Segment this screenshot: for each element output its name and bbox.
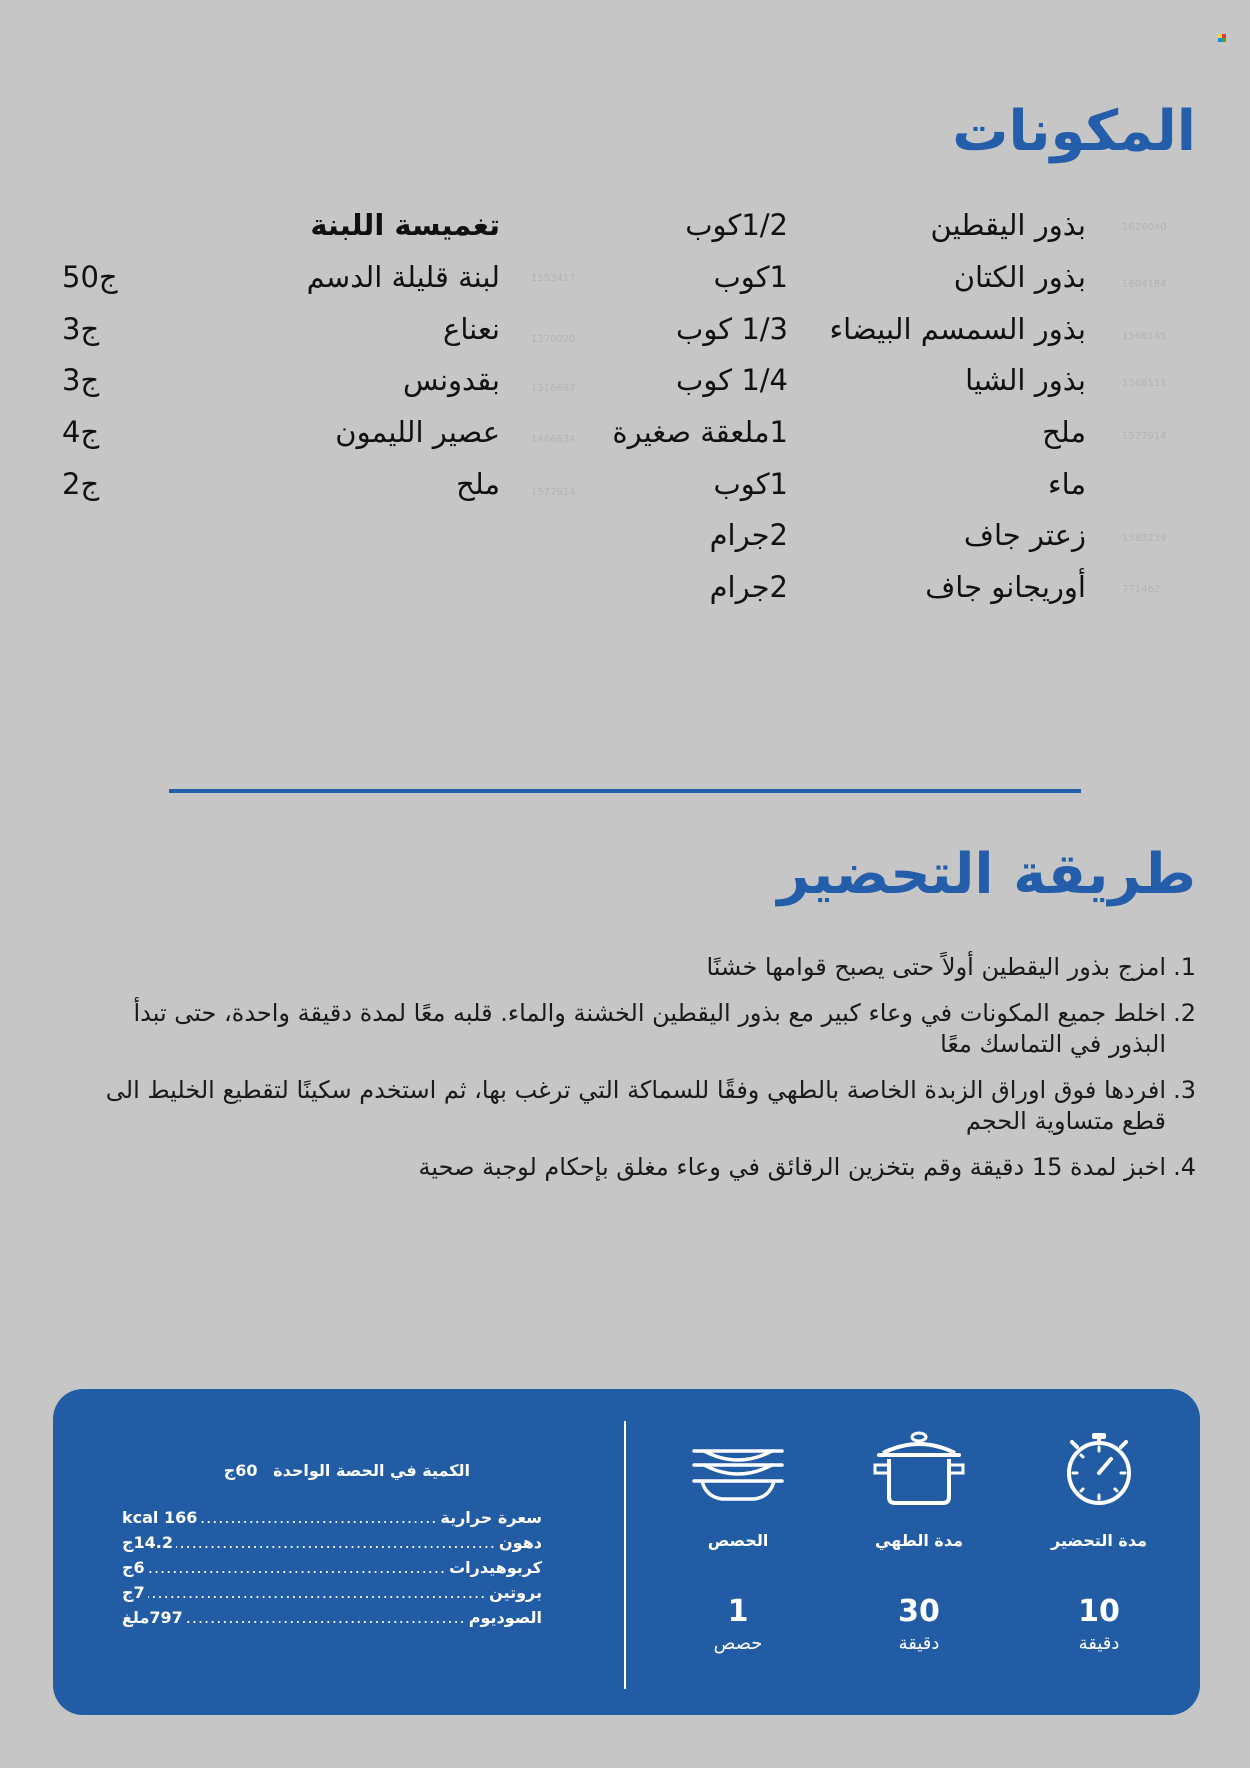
step-text: اخلط جميع المكونات في وعاء كبير مع بذور اليقطين الخشنة والماء. قلبه معًا لمدة دقيقة واحدة، حتى تبدأ البذور في التماسك معًا [133, 999, 1166, 1058]
dot-leader [148, 1558, 446, 1577]
dot-leader [148, 1583, 486, 1602]
list-item [86, 952, 1196, 983]
servings-unit: حصص [713, 1633, 763, 1654]
ingredient-name: أوريجانو جاف [925, 570, 1086, 604]
step-number: 1. [1173, 953, 1196, 981]
ingredient-qty: 2جرام [709, 518, 788, 552]
step-text: افردها فوق اوراق الزبدة الخاصة بالطهي وفقًا للسماكة التي ترغب بها، ثم استخدم سكينًا لتقطيع الخليط الى قطع متساوية الحجم [105, 1076, 1166, 1135]
ingredient-name: نعناع [443, 312, 500, 346]
nutrient-label: كربوهيدرات [449, 1558, 542, 1577]
nutrient-value: 14.2ج [122, 1533, 174, 1552]
nutrition-title [214, 1461, 470, 1480]
ingredient-code: 1604184 [1122, 279, 1167, 290]
method-steps [86, 952, 1196, 1198]
ingredient-name: ملح [1042, 415, 1086, 449]
list-item [86, 1075, 1196, 1137]
nutrient-label: بروتين [489, 1583, 542, 1602]
ingredient-code: 1370020 [531, 334, 576, 345]
ingredient-qty: 50ج [62, 260, 118, 294]
nutrition-portion: 60ج [223, 1461, 258, 1480]
ingredient-code: 1577914 [531, 487, 576, 498]
ingredient-code: 1466634 [531, 434, 576, 445]
cook-time-stat [839, 1429, 999, 1654]
ingredient-code: 1316687 [531, 383, 576, 394]
dot-leader [200, 1508, 437, 1527]
ingredients-title: المكونات [952, 99, 1196, 164]
nutrient-label: دهون [499, 1533, 542, 1552]
ingredient-name: زعتر جاف [963, 518, 1086, 552]
panel-divider [624, 1421, 626, 1689]
dot-leader [186, 1608, 466, 1627]
step-text: امزج بذور اليقطين أولاً حتى يصبح قوامها خشنًا [706, 953, 1166, 981]
step-text: اخبز لمدة 15 دقيقة وقم بتخزين الرقائق في وعاء مغلق بإحكام لوجبة صحية [418, 1153, 1166, 1181]
step-number: 3. [1173, 1076, 1196, 1104]
nutrition-table [122, 1508, 542, 1633]
cook-time-value: 30 [898, 1594, 940, 1629]
color-logo-mark [1218, 34, 1226, 42]
table-row [122, 1583, 542, 1608]
nutrient-value: 6ج [122, 1558, 145, 1577]
prep-time-unit: دقيقة [1078, 1633, 1120, 1654]
list-item [86, 998, 1196, 1060]
ingredient-code: 1583239 [1122, 533, 1167, 544]
ingredient-code: 1566145 [1122, 331, 1167, 342]
nutrient-value: 7ج [122, 1583, 145, 1602]
step-number: 4. [1173, 1153, 1196, 1181]
dot-leader [176, 1533, 496, 1552]
ingredient-code: 1566111 [1122, 378, 1167, 389]
table-row [122, 1533, 542, 1558]
section-divider [169, 789, 1081, 793]
ingredient-qty: 4ج [62, 415, 100, 449]
prep-time-value: 10 [1078, 1594, 1120, 1629]
servings-stat [658, 1429, 818, 1654]
recipe-info-panel [53, 1389, 1200, 1715]
table-row [122, 1608, 542, 1633]
table-row [122, 1558, 542, 1583]
ingredient-qty: 1/3 كوب [676, 312, 788, 346]
prep-time-label: مدة التحضير [1051, 1531, 1147, 1550]
ingredient-name: بذور الشيا [965, 363, 1086, 397]
list-item [86, 1152, 1196, 1183]
nutrient-label: سعرة حرارية [440, 1508, 542, 1527]
prep-time-stat [1019, 1429, 1179, 1654]
ingredient-qty: 2جرام [709, 570, 788, 604]
ingredient-code: 1553417 [531, 273, 576, 284]
cook-time-label: مدة الطهي [875, 1531, 963, 1550]
servings-value: 1 [727, 1594, 749, 1629]
ingredient-code: 1626040 [1122, 222, 1167, 233]
ingredient-code: 1577914 [1122, 431, 1167, 442]
cook-time-unit: دقيقة [898, 1633, 940, 1654]
stopwatch-icon [1059, 1429, 1139, 1509]
ingredient-name: بذور اليقطين [930, 208, 1086, 242]
nutrition-title-text: الكمية في الحصة الواحدة [273, 1461, 470, 1480]
nutrient-label: الصوديوم [468, 1608, 542, 1627]
labneh-title: تغميسة اللبنة [310, 208, 500, 242]
ingredient-name: بقدونس [402, 363, 500, 397]
ingredient-qty: 1كوب [713, 260, 788, 294]
method-title: طريقة التحضير [777, 842, 1196, 907]
ingredient-name: ملح [456, 467, 500, 501]
ingredient-code: 771462 [1122, 584, 1161, 595]
ingredient-name: ماء [1047, 467, 1086, 501]
ingredient-qty: 3ج [62, 312, 100, 346]
nutrient-value: kcal 166 [122, 1508, 198, 1527]
ingredient-name: بذور الكتان [953, 260, 1086, 294]
ingredient-name: لبنة قليلة الدسم [306, 260, 500, 294]
step-number: 2. [1173, 999, 1196, 1027]
plates-icon [688, 1429, 788, 1509]
ingredient-name: بذور السمسم البيضاء [829, 312, 1086, 346]
ingredient-name: عصير الليمون [335, 415, 500, 449]
ingredient-qty: 2ج [62, 467, 100, 501]
nutrient-value: 797ملغ [122, 1608, 183, 1627]
ingredient-qty: 3ج [62, 363, 100, 397]
table-row [122, 1508, 542, 1533]
servings-label: الحصص [707, 1531, 769, 1550]
ingredient-qty: 1كوب [713, 467, 788, 501]
ingredient-qty: 1ملعقة صغيرة [612, 415, 788, 449]
ingredient-qty: 1/2كوب [685, 208, 788, 242]
pot-icon [869, 1429, 969, 1509]
ingredient-qty: 1/4 كوب [676, 363, 788, 397]
